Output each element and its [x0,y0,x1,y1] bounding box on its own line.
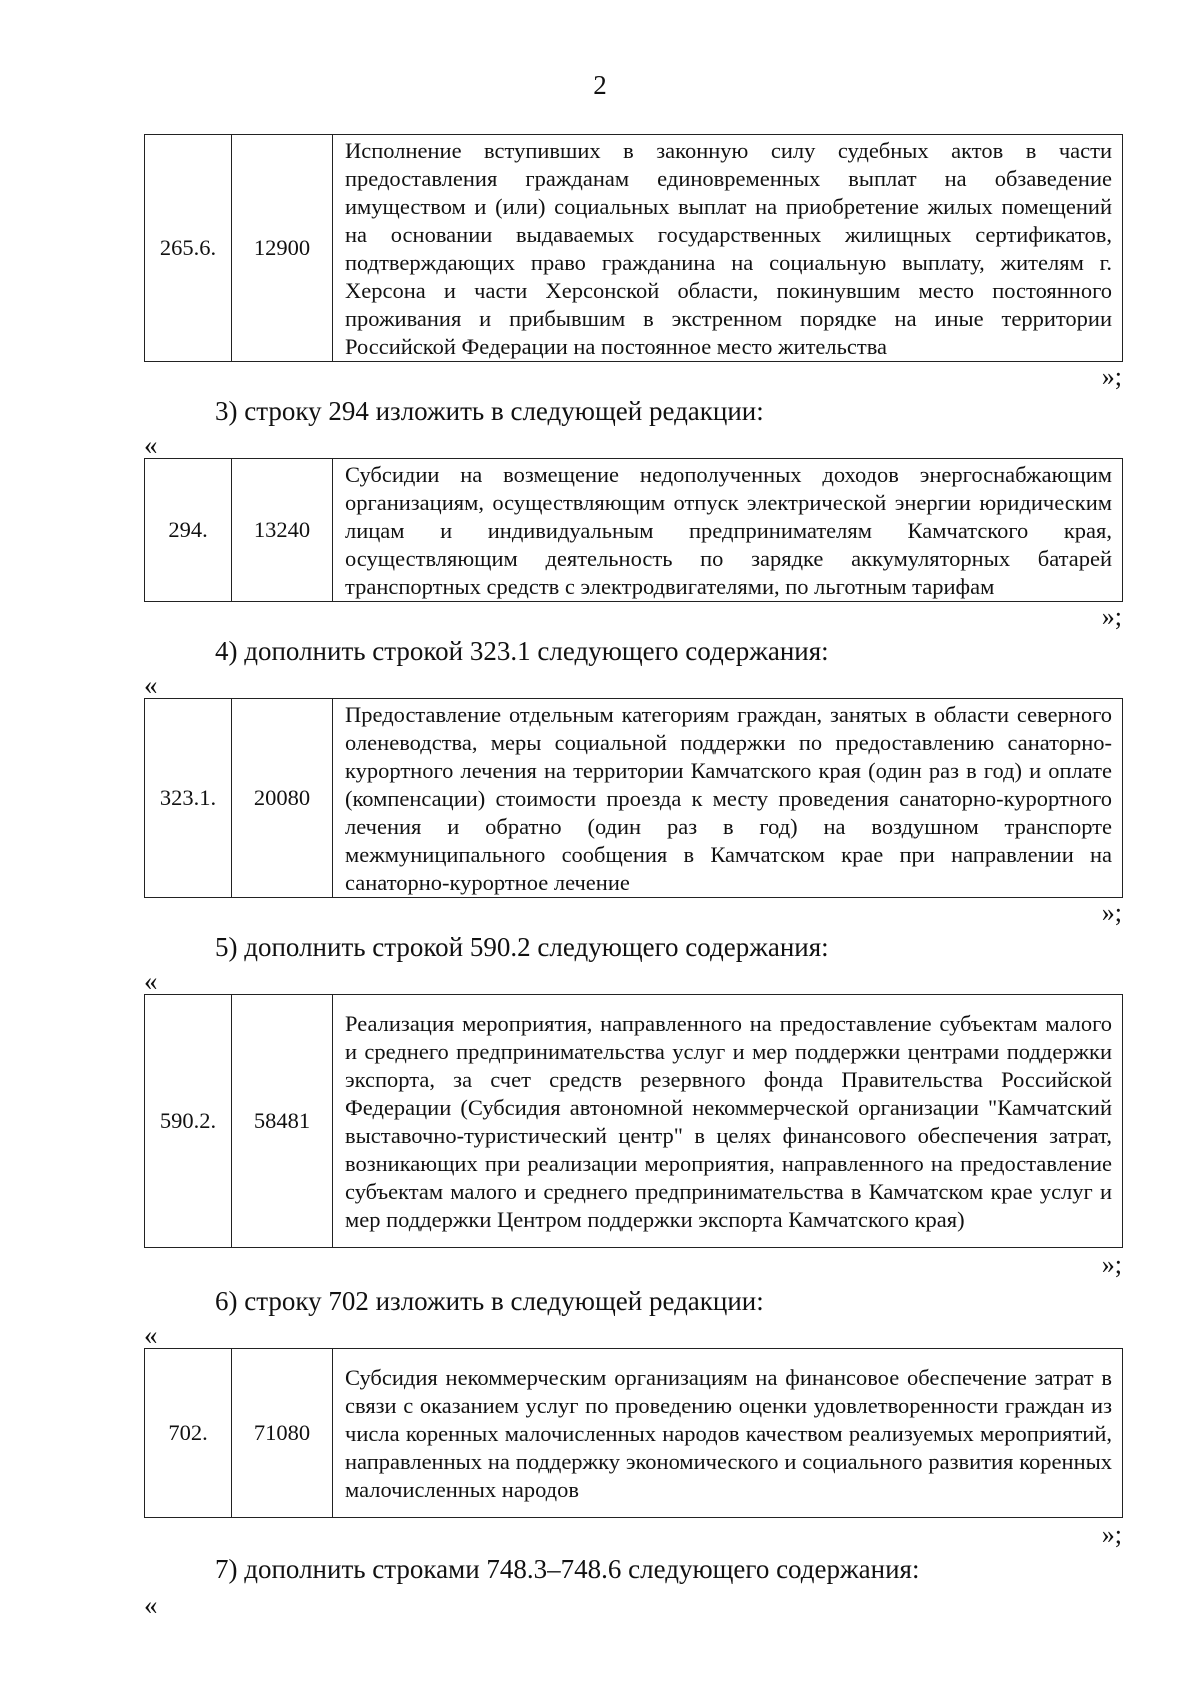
closing-quote: »; [1101,362,1122,391]
amendment-instruction-4: 4) дополнить строкой 323.1 следующего содержания: [215,636,829,666]
opening-quote: « [144,1590,158,1620]
description-cell: Реализация мероприятия, направленного на предоставление субъектам малого и среднего предпринимательства услуг и мер поддержки центрами поддержки экспорта, за счет средств резервного фонда Правительства Российской Федерации (Субсидия автономной некоммерческой организации "Камчатский выставочно-туристический центр" в целях финансового обеспечения затрат, возникающих при реализации мероприятия, направленного на предоставление субъектам малого и среднего предпринимательства в Камчатском крае услуг и мер поддержки Центром поддержки экспорта Камчатского края) [333,995,1123,1248]
row-number-cell: 265.6. [145,135,232,362]
description-cell: Предоставление отдельным категориям граждан, занятых в области северного оленеводства, меры социальной поддержки по предоставлению санаторно-курортного лечения на территории Камчатского края (один раз в год) и оплате (компенсации) стоимости проезда к месту проведения санаторно-курортного лечения и обратно (один раз в год) на воздушном транспорте межмуниципального сообщения в Камчатском крае при направлении на санаторно-курортное лечение [333,699,1123,898]
budget-row-table-294 [144,458,1123,602]
amendment-instruction-7: 7) дополнить строками 748.3–748.6 следующего содержания: [215,1554,920,1584]
opening-quote: « [144,1320,158,1350]
code-cell: 58481 [232,995,333,1248]
page-number: 2 [593,70,607,100]
opening-quote: « [144,430,158,460]
code-cell: 71080 [232,1349,333,1518]
budget-row-table-265-6 [144,134,1123,362]
row-number-cell: 323.1. [145,699,232,898]
budget-row-table-702 [144,1348,1123,1518]
amendment-instruction-3: 3) строку 294 изложить в следующей редакции: [215,396,764,426]
budget-row-table-323-1 [144,698,1123,898]
opening-quote: « [144,966,158,996]
row-number-cell: 590.2. [145,995,232,1248]
closing-quote: »; [1101,1520,1122,1549]
description-cell: Субсидия некоммерческим организациям на финансовое обеспечение затрат в связи с оказанием услуг по проведению оценки удовлетворенности граждан из числа коренных малочисленных народов качеством реализуемых мероприятий, направленных на поддержку экономического и социального развития коренных малочисленных народов [333,1349,1123,1518]
amendment-instruction-6: 6) строку 702 изложить в следующей редакции: [215,1286,764,1316]
description-cell: Исполнение вступивших в законную силу судебных актов в части предоставления гражданам единовременных выплат на обзаведение имуществом и (или) социальных выплат на приобретение жилых помещений на основании выдаваемых государственных жилищных сертификатов, подтверждающих право гражданина на социальную выплату, жителям г. Херсона и части Херсонской области, покинувшим место постоянного проживания и прибывшим в экстренном порядке на иные территории Российской Федерации на постоянное место жительства [333,135,1123,362]
closing-quote: »; [1101,1250,1122,1279]
description-cell: Субсидии на возмещение недополученных доходов энергоснабжающим организациям, осуществляющим отпуск электрической энергии юридическим лицам и индивидуальным предпринимателям Камчатского края, осуществляющим деятельность по зарядке аккумуляторных батарей транспортных средств с электродвигателями, по льготным тарифам [333,459,1123,602]
closing-quote: »; [1101,898,1122,927]
opening-quote: « [144,670,158,700]
code-cell: 20080 [232,699,333,898]
amendment-instruction-5: 5) дополнить строкой 590.2 следующего содержания: [215,932,829,962]
closing-quote: »; [1101,602,1122,631]
budget-row-table-590-2 [144,994,1123,1248]
code-cell: 12900 [232,135,333,362]
row-number-cell: 294. [145,459,232,602]
row-number-cell: 702. [145,1349,232,1518]
code-cell: 13240 [232,459,333,602]
